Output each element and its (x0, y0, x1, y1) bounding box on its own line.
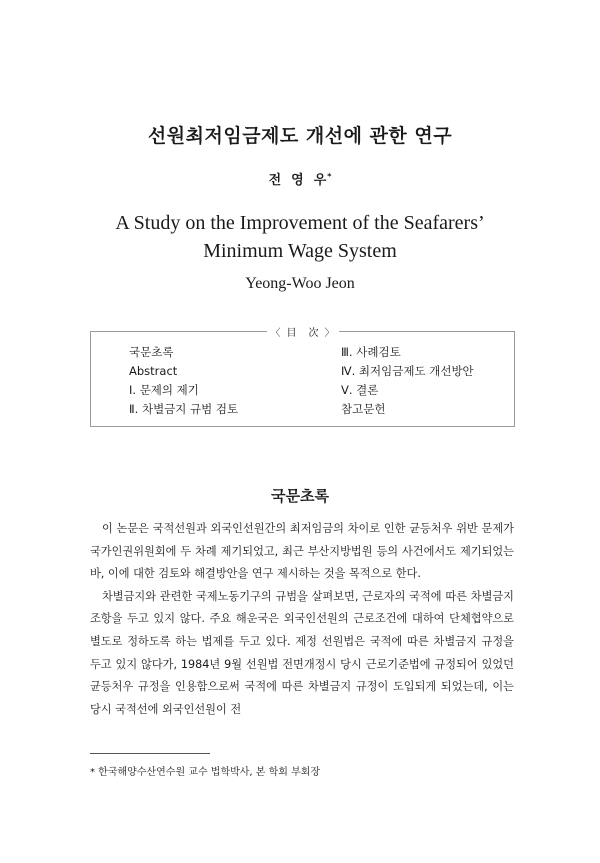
toc-right-column (341, 343, 474, 419)
toc-label (267, 324, 339, 339)
toc-item: Ⅰ. 문제의 제기 (129, 383, 199, 397)
toc-item: Ⅴ. 결론 (341, 383, 379, 397)
english-title-line-1: A Study on the Improvement of the Seafarers’ (115, 212, 485, 234)
author-char-1: 전 (268, 173, 282, 188)
paragraph: 차별금지와 관련한 국제노동기구의 규범을 살펴보면, 근로자의 국적에 따른 차별금지 조항을 두고 있지 않다. 주요 해운국은 외국인선원의 근로조건에 대하여 단체협약으로 별도로 정하도록 하는 법제를 두고 있다. 제정 선원법은 국적에 따른 차별금지 규정을 두고 있지 않다가, 1984년 9월 선원법 전면개정시 당시 근로기준법에 규정되어 있었던 균등처우 규정을 인용함으로써 국적에 따른 차별금지 규정이 도입되게 되었는데, 이는 당시 국적선에 외국인선원이 전 (90, 589, 514, 716)
table-of-contents (90, 328, 515, 427)
footnote: * 한국해양수산연수원 교수 법학박사, 본 학회 부회장 (90, 767, 321, 778)
toc-left-column (129, 343, 238, 419)
english-author: Yeong-Woo Jeon (245, 275, 355, 292)
toc-item: Ⅱ. 차별금지 규범 검토 (129, 402, 239, 416)
toc-item: Ⅲ. 사례검토 (341, 345, 401, 359)
toc-item: Abstract (129, 364, 178, 378)
toc-label-open: 〈 (270, 328, 281, 339)
abstract-body (90, 518, 514, 721)
author-char-3 (314, 169, 332, 188)
toc-item: 국문초록 (129, 345, 174, 359)
toc-item: Ⅳ. 최저임금제도 개선방안 (341, 364, 474, 378)
author-char-3-text: 우 (313, 173, 327, 188)
english-title (0, 209, 600, 265)
paragraph: 이 논문은 국적선원과 외국인선원간의 최저임금의 차이로 인한 균등처우 위반 문제가 국가인권위원회에 두 차례 제기되었고, 최근 부산지방법원 등의 사건에서도 제기되었는 바, 이에 대한 검토와 해결방안을 연구 제시하는 것을 목적으로 한다. (90, 522, 514, 581)
section-heading: 국문초록 (271, 487, 329, 505)
toc-item: 참고문헌 (341, 402, 386, 416)
english-title-line-2: Minimum Wage System (203, 240, 397, 262)
toc-label-char-1: 目 (286, 328, 297, 339)
toc-label-close: 〉 (324, 328, 335, 339)
author-footnote-mark: * (327, 171, 332, 181)
toc-label-char-2: 次 (308, 328, 319, 339)
korean-title: 선원최저임금제도 개선에 관한 연구 (147, 125, 453, 147)
author-char-2: 영 (291, 173, 304, 188)
korean-author (0, 169, 600, 188)
footnote-divider (90, 753, 210, 754)
